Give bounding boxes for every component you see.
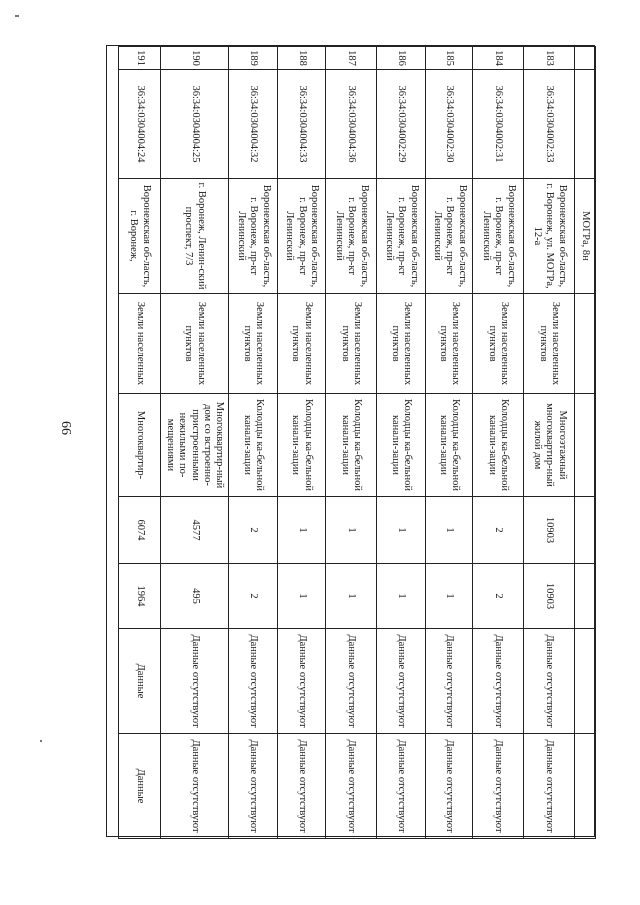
cadastral-number: 36:34:0304004:32 [229, 70, 278, 179]
area-value: 1964 [119, 564, 161, 629]
land-category: Земли населенных пунктов [229, 294, 278, 394]
land-category: Земли населенных пунктов [473, 294, 524, 394]
address: Воронежская об-ласть, г. Воронеж, пр-кт Ленинский [426, 179, 473, 294]
row-number: 190 [161, 47, 229, 70]
table-cell [575, 294, 596, 394]
table-cell [575, 497, 596, 564]
address: Воронежская об-ласть, г. Воронеж, пр-кт Ленинский [278, 179, 326, 294]
address: Воронежская об-ласть, г. Воронеж, ул. МОГРа, 12-а [524, 179, 575, 294]
status-text: Данные отсутствуют [161, 629, 229, 734]
cadastral-number: 36:34:0304004:24 [119, 70, 161, 179]
row-number: 189 [229, 47, 278, 70]
area-value: 2 [229, 497, 278, 564]
table-cell [575, 564, 596, 629]
row-number: 188 [278, 47, 326, 70]
area-value: 1 [278, 497, 326, 564]
cadastral-number: 36:34:0304004:33 [278, 70, 326, 179]
address: г. Воронеж, Ленин-ский проспект, 7/3 [161, 179, 229, 294]
cadastral-number: 36:34:0304002:31 [473, 70, 524, 179]
status-text: Данные отсутствуют [326, 734, 377, 839]
object-description: Многоквартир-ный дом со встроенно-пристроенными нежилыми по-мещениями [161, 394, 229, 497]
table-row [119, 47, 161, 839]
object-description: Колодцы ка-бельной канали-зации [473, 394, 524, 497]
header-continuation-row [575, 47, 596, 839]
area-value: 1 [426, 497, 473, 564]
status-text: Данные отсутствуют [229, 629, 278, 734]
table-row [473, 47, 524, 839]
table-cell [575, 629, 596, 734]
table-row [278, 47, 326, 839]
scan-speck [40, 740, 42, 742]
table-row [426, 47, 473, 839]
area-value: 2 [473, 497, 524, 564]
table-row [161, 47, 229, 839]
area-value: 2 [473, 564, 524, 629]
area-value: 495 [161, 564, 229, 629]
status-text: Данные отсутствуют [326, 629, 377, 734]
table-cell [575, 394, 596, 497]
table-row [326, 47, 377, 839]
address: Воронежская об-ласть, г. Воронеж, пр-кт Ленинский [229, 179, 278, 294]
land-category: Земли населенных [119, 294, 161, 394]
area-value: 1 [377, 564, 426, 629]
object-description: Многоквартир- [119, 394, 161, 497]
cadastral-number: 36:34:0304002:29 [377, 70, 426, 179]
table-cell [575, 47, 596, 70]
status-text: Данные отсутствуют [278, 629, 326, 734]
scan-speck [15, 15, 19, 17]
address: Воронежская об-ласть, г. Воронеж, [119, 179, 161, 294]
table-cell [575, 734, 596, 839]
page-number: 66 [58, 421, 73, 435]
cadastral-number: 36:34:0304002:33 [524, 70, 575, 179]
area-value: 2 [229, 564, 278, 629]
table-row [229, 47, 278, 839]
land-category: Земли населенных пунктов [278, 294, 326, 394]
area-value: 1 [377, 497, 426, 564]
area-value: 10903 [524, 497, 575, 564]
table-cell [575, 70, 596, 179]
area-value: 1 [278, 564, 326, 629]
land-category: Земли населенных пунктов [326, 294, 377, 394]
row-number: 185 [426, 47, 473, 70]
land-category: Земли населенных пунктов [161, 294, 229, 394]
status-text: Данные отсутствуют [524, 629, 575, 734]
table-row [377, 47, 426, 839]
address: Воронежская об-ласть, г. Воронеж, пр-кт Ленинский [473, 179, 524, 294]
status-text: Данные [119, 629, 161, 734]
area-value: 4577 [161, 497, 229, 564]
cadastral-number: 36:34:0304002:30 [426, 70, 473, 179]
object-description: Колодцы ка-бельной канали-зации [426, 394, 473, 497]
row-number: 187 [326, 47, 377, 70]
area-value: 1 [326, 497, 377, 564]
status-text: Данные [119, 734, 161, 839]
address: Воронежская об-ласть, г. Воронеж, пр-кт Ленинский [326, 179, 377, 294]
area-value: 10903 [524, 564, 575, 629]
object-description: Колодцы ка-бельной канали-зации [278, 394, 326, 497]
object-description: Колодцы ка-бельной канали-зации [377, 394, 426, 497]
status-text: Данные отсутствуют [229, 734, 278, 839]
status-text: Данные отсутствуют [377, 734, 426, 839]
registry-table-frame [106, 45, 595, 837]
status-text: Данные отсутствуют [473, 734, 524, 839]
status-text: Данные отсутствуют [161, 734, 229, 839]
status-text: Данные отсутствуют [278, 734, 326, 839]
object-description: Колодцы ка-бельной канали-зации [326, 394, 377, 497]
land-category: Земли населенных пунктов [426, 294, 473, 394]
row-number: 184 [473, 47, 524, 70]
table-row [524, 47, 575, 839]
address: Воронежская об-ласть, г. Воронеж, пр-кт Ленинский [377, 179, 426, 294]
status-text: Данные отсутствуют [524, 734, 575, 839]
row-number: 186 [377, 47, 426, 70]
status-text: Данные отсутствуют [426, 629, 473, 734]
status-text: Данные отсутствуют [473, 629, 524, 734]
status-text: Данные отсутствуют [377, 629, 426, 734]
registry-table [118, 46, 596, 839]
object-description: Колодцы ка-бельной канали-зации [229, 394, 278, 497]
cadastral-number: 36:34:0304004:36 [326, 70, 377, 179]
status-text: Данные отсутствуют [426, 734, 473, 839]
row-number: 183 [524, 47, 575, 70]
row-number: 191 [119, 47, 161, 70]
land-category: Земли населенных пунктов [524, 294, 575, 394]
address-fragment: МОГРа, 8н [575, 179, 596, 294]
area-value: 6074 [119, 497, 161, 564]
land-category: Земли населенных пунктов [377, 294, 426, 394]
area-value: 1 [326, 564, 377, 629]
cadastral-number: 36:34:0304004:25 [161, 70, 229, 179]
area-value: 1 [426, 564, 473, 629]
object-description: Многоэтажный многоквартир-ный жилой дом [524, 394, 575, 497]
